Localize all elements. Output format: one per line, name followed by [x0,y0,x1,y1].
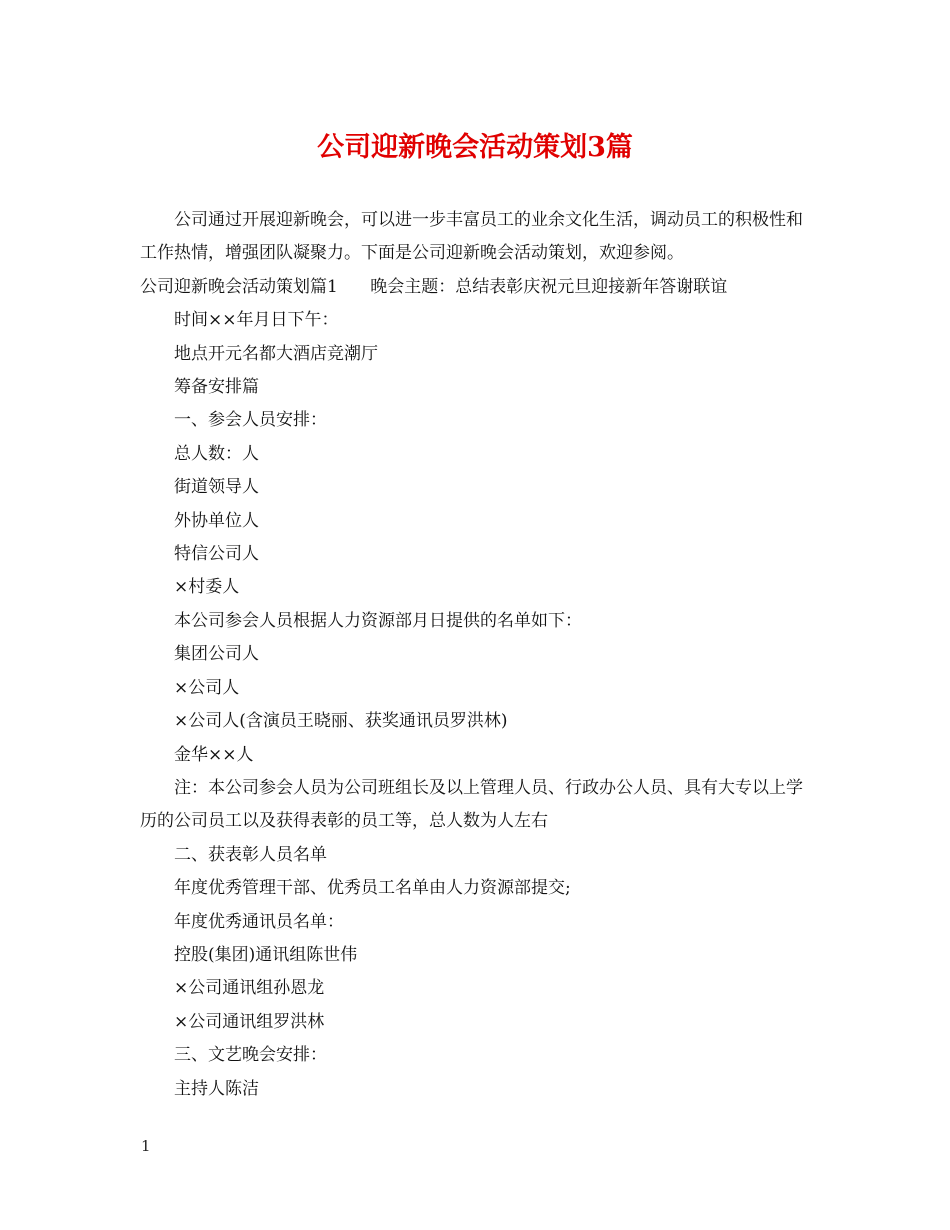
document-body [140,204,816,1106]
line-company-a: ×公司人 [174,677,240,698]
line-correspondent-3: ×公司通讯组罗洪林 [174,1011,325,1032]
line-prep-section: 筹备安排篇 [174,377,259,398]
intro-paragraph: 公司通过开展迎新晚会，可以进一步丰富员工的业余文化生活，调动员工的积极性和工作热情，增强团队凝聚力。下面是公司迎新晚会活动策划，欢迎参阅。 [140,210,803,264]
line-village-committee: ×村委人 [174,577,240,598]
line-correspondent-1: 控股(集团)通讯组陈世伟 [174,944,358,965]
line-company-b: ×公司人(含演员王晓丽、获奖通讯员罗洪林) [174,711,508,732]
document-title: 公司迎新晚会活动策划3篇 [317,132,633,163]
section-heading: 公司迎新晚会活动策划篇1 [140,276,338,297]
line-awardees-heading: 二、获表彰人员名单 [174,844,327,865]
line-company-list-intro: 本公司参会人员根据人力资源部月日提供的名单如下： [174,610,582,631]
line-total: 总人数：人 [174,443,259,464]
theme-line: 晚会主题：总结表彰庆祝元旦迎接新年答谢联谊 [370,276,728,297]
line-texin-company: 特信公司人 [174,544,259,565]
line-group-company: 集团公司人 [174,644,259,665]
page-number: 1 [141,1137,151,1155]
line-time: 时间××年月日下午： [174,310,339,331]
line-jinhua: 金华××人 [174,744,254,765]
line-excellent-managers: 年度优秀管理干部、优秀员工名单由人力资源部提交; [174,878,571,899]
line-attendees-heading: 一、参会人员安排： [174,410,327,431]
line-correspondents-heading: 年度优秀通讯员名单： [174,911,344,932]
line-gala-heading: 三、文艺晚会安排： [174,1045,327,1066]
section-heading-line [140,271,816,304]
line-external-units: 外协单位人 [174,510,259,531]
line-host: 主持人陈洁 [174,1078,259,1099]
line-location: 地点开元名都大酒店竞潮厅 [174,343,378,364]
line-correspondent-2: ×公司通讯组孙恩龙 [174,978,325,999]
line-note: 注：本公司参会人员为公司班组长及以上管理人员、行政办公人员、具有大专以上学历的公司员工以及获得表彰的员工等，总人数为人左右 [140,777,803,832]
line-street-leaders: 街道领导人 [174,477,259,498]
